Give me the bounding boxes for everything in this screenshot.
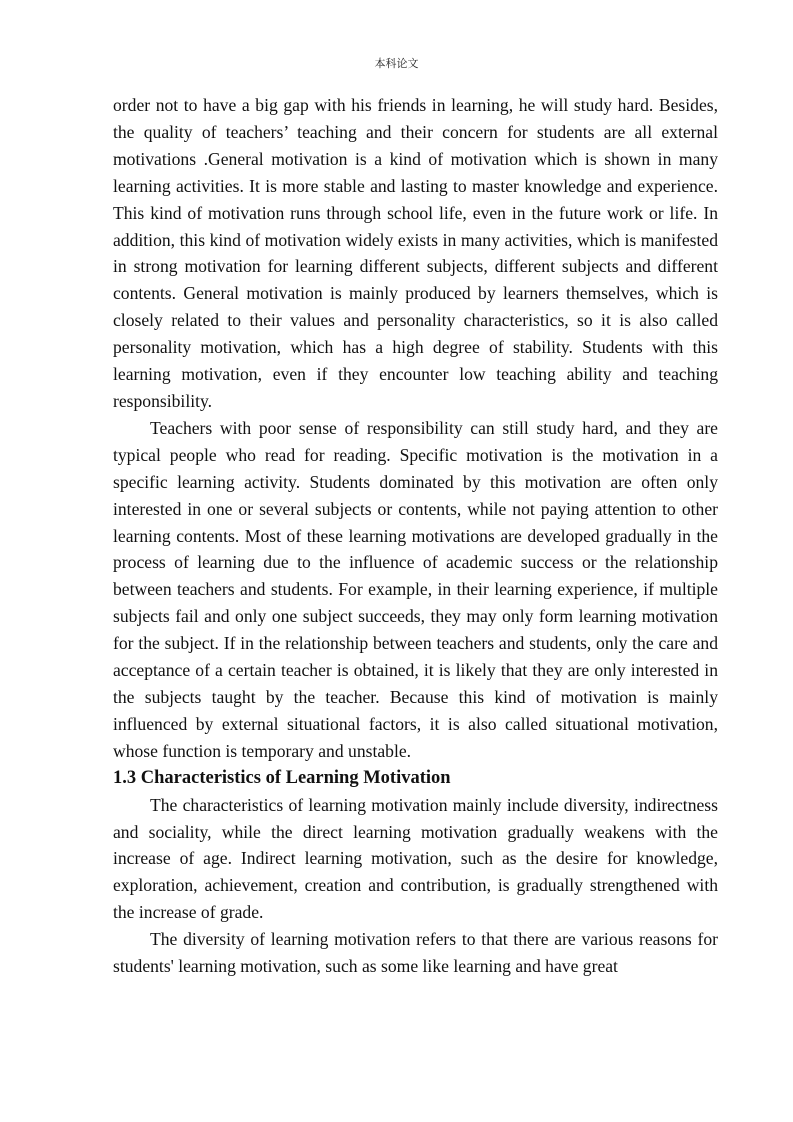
- paragraph-characteristics: The characteristics of learning motivation mainly include diversity, indirectness and sociality, while the direct learning motivation gradually weakens with the increase of age. Indirect learning motivation, such as the desire for knowledge, exploration, achievement, creation and contribution, is gradually strengthened with the increase of grade.: [113, 794, 718, 923]
- paragraph-diversity: The diversity of learning motivation refers to that there are various reasons for students' learning motivation, such as some like learning and have great: [113, 929, 718, 977]
- running-header: 本科论文: [374, 57, 419, 70]
- section-heading: 1.3 Characteristics of Learning Motivation: [113, 767, 451, 788]
- header-divider: [113, 76, 718, 77]
- paragraph-specific-motivation: Teachers with poor sense of responsibility can still study hard, and they are typical people who read for reading. Specific motivation is the motivation in a specific learning activity. Students dominated by this motivation are often only interested in one or several subjects or contents, while not paying attention to other learning contents. Most of these learning motivations are developed gradually in the process of learning due to the influence of academic success or the relationship between teachers and students. For example, in their learning experience, if multiple subjects fail and only one subject succeeds, they may only form learning motivation for the subject. If in the relationship between teachers and students, only the care and acceptance of a certain teacher is obtained, it is likely that they are only interested in the subjects taught by the teacher. Because this kind of motivation is mainly influenced by external situational factors, it is also called situational motivation, whose function is temporary and unstable.: [113, 417, 718, 761]
- paragraph-general-motivation: order not to have a big gap with his friends in learning, he will study hard. Besides, the quality of teachers’ teaching and their concern for students are all external motivations .General motivation is a kind of motivation which is shown in many learning activities. It is more stable and lasting to master knowledge and experience. This kind of motivation runs through school life, even in the future work or life. In addition, this kind of motivation widely exists in many activities, which is manifested in strong motivation for learning different subjects, different subjects and different contents. General motivation is mainly produced by learners themselves, which is closely related to their values and personality characteristics, so it is also called personality motivation, which has a high degree of stability. Students with this learning motivation, even if they encounter low teaching ability and teaching responsibility.: [113, 95, 718, 411]
- body-text: [113, 92, 718, 980]
